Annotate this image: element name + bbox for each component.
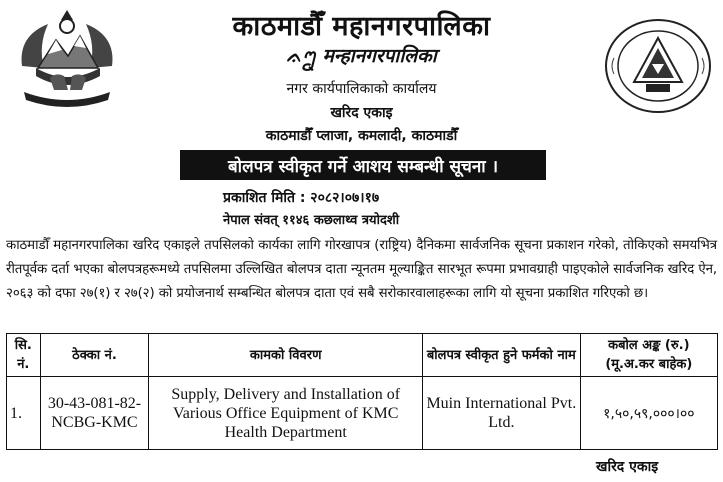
header-work: कामको विवरण (149, 334, 423, 377)
script-title: ᨊᩂ मन्हानगरपालिका (286, 45, 437, 67)
nepal-samvat-date: नेपाल संवत् ११४६ कछलाथ्व त्रयोदशी (223, 213, 400, 228)
header-contract: ठेक्का नं. (40, 334, 149, 377)
notice-body: काठमाडौँ महानगरपालिका खरिद एकाइले तपसिलको कार्यका लागि गोरखापत्र (राष्ट्रिय) दैनिकमा सार्वजनिक सूचना प्रकाशन गरेको, तोकिएको समयभित्र रीतपूर्वक दर्ता भएका बोलपत्रहरूमध्ये तपसिलमा उल्लिखित बोलपत्र दाता न्यूनतम मूल्याङ्कित सारभूत रूपमा प्रभावग्राही पाइएकोले सार्वजनिक खरिद ऐन, २०६३ को दफा २७(१) र २७(२) को प्रयोजनार्थ सम्बन्धित बोलपत्र दाता एवं सबै सरोकारवालाहरूका लागि यो सूचना प्रकाशित गरिएको छ। (6, 238, 717, 301)
row-amount: १,५०,५९,०००।०० (580, 377, 717, 450)
row-contract: 30-43-081-82-NCBG-KMC (40, 377, 149, 450)
org-title: काठमाडौँ महानगरपालिका (232, 11, 491, 42)
row-work: Supply, Delivery and Installation of Various Office Equipment of KMC Health Department (149, 377, 423, 450)
published-date: प्रकाशित मिति : २०८२।०७।१७ (223, 190, 380, 206)
row-sn: 1. (7, 377, 41, 450)
address: काठमाडौँ प्लाजा, कमलादी, काठमाडौँ (265, 128, 458, 144)
signature: खरिद एकाइ (596, 459, 659, 475)
table-header-row (7, 334, 718, 377)
header-sn: सि. नं. (7, 334, 41, 377)
table-row (7, 377, 718, 450)
award-table (6, 333, 718, 450)
section-name: खरिद एकाइ (330, 105, 393, 121)
notice-title-banner (180, 150, 546, 180)
header-amount: कबोल अङ्क (रु.) (मू.अ.कर बाहेक) (580, 334, 717, 377)
row-firm: Muin International Pvt. Ltd. (423, 377, 581, 450)
notice-title: बोलपत्र स्वीकृत गर्ने आशय सम्बन्धी सूचना । (227, 156, 499, 177)
office-name: नगर कार्यपालिकाको कार्यालय (286, 81, 437, 97)
header-firm: बोलपत्र स्वीकृत हुने फर्मको नाम (423, 334, 581, 377)
